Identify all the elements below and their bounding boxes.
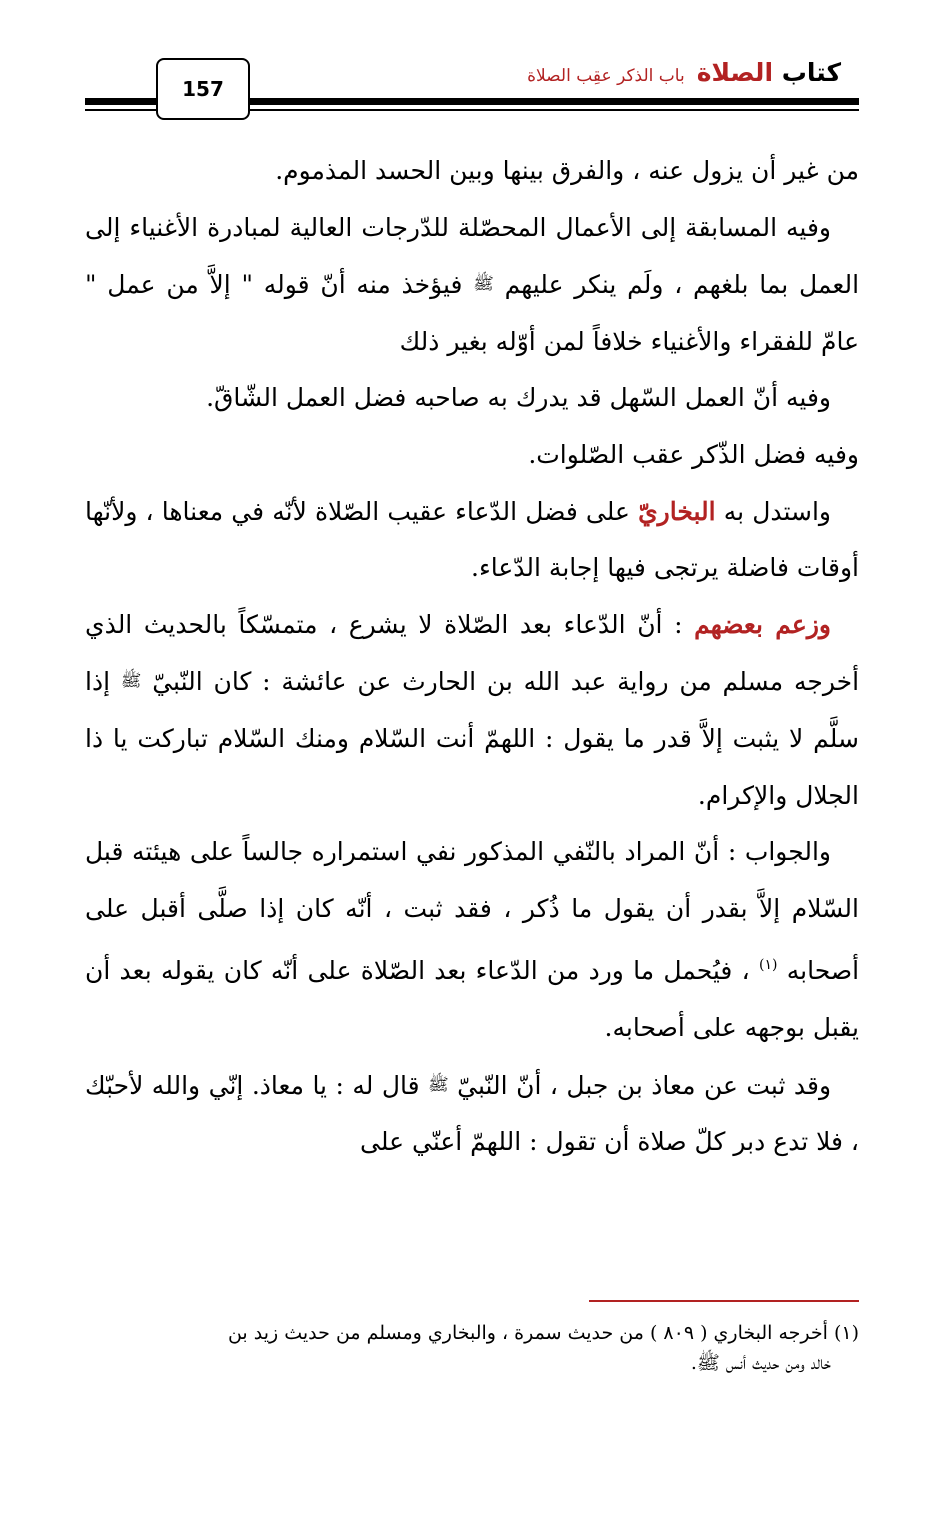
paragraph-4 <box>85 427 859 484</box>
text-line: بالحديث الذي أخرجه مسلم من رواية عبد الله بن الحارث عن عائشة <box>85 609 860 697</box>
text-line: كان يقوله بعد أن يقبل بوجهه على أصحابه. <box>85 956 859 1042</box>
book-title: كتاب الصلاة <box>696 58 841 87</box>
footnote-1-line-1: (١) أخرجه البخاري ( ٨٠٩ ) من حديث سمرة ، والبخاري ومسلم من حديث زيد بن <box>227 1322 859 1344</box>
text-line: عمل " عامّ للفقراء والأغنياء خلافاً لمن أوّله بغير ذلك <box>85 270 859 356</box>
highlight-bukhari: البخاريّ <box>638 496 716 526</box>
footnote-1-line-2: خالد ومن حديث أنس ﷺ. <box>690 1352 831 1374</box>
text-line: معناها ، ولأنّها أوقات فاضلة يرتجى فيها إجابة الدّعاء. <box>85 496 859 583</box>
text-line: وفيه أنّ العمل السّهل قد يدرك به صاحبه فضل العمل الشّاقّ. <box>206 383 831 413</box>
text-line: ، فيُحمل ما ورد من الدّعاء بعد الصّلاة على أنّه <box>270 956 750 986</box>
text-line: وقد ثبت عن معاذ بن جبل ، أنّ النّبيّ <box>457 1070 832 1100</box>
text-line: فيؤخذ منه أنّ قوله " إلاَّ من <box>166 270 463 300</box>
text-line: ومنك السّلام تباركت يا ذا الجلال والإكرام. <box>85 723 859 810</box>
page-number-box <box>156 58 250 120</box>
paragraph-5 <box>85 484 859 597</box>
text-line: على فضل الدّعاء عقيب الصّلاة لأنّه في <box>231 496 630 526</box>
text-line: واستدل به <box>723 496 831 526</box>
text-line: : كان النّبيّ <box>152 667 271 697</box>
paragraph-3 <box>85 370 859 427</box>
text-line: والله لأحبّك ، فلا تدع دبر كلّ صلاة أن تقول : اللهمّ أعنّي على <box>85 1070 859 1157</box>
book-title-accent: الصلاة <box>696 58 774 87</box>
text-line: قبل السّلام إلاَّ بقدر أن يقول ما ذُكر ، فقد ثبت ، أنّه كان إذا صلَّى <box>85 837 859 923</box>
paragraph-7 <box>85 824 859 1056</box>
text-line: أقبل على أصحابه <box>85 893 860 986</box>
salla-symbol: ﷺ <box>428 1074 449 1095</box>
text-line: : أنّ الدّعاء بعد الصّلاة لا يشرع ، متمسّكاً <box>238 609 683 639</box>
text-line: من غير أن يزول عنه ، والفرق بينها وبين الحسد المذموم. <box>275 156 859 185</box>
salla-symbol: ﷺ <box>120 671 142 692</box>
paragraph-8 <box>85 1057 859 1171</box>
text-line: والجواب : أنّ المراد بالنّفي المذكور نفي استمراره جالساً على هيئته <box>132 837 831 867</box>
paragraph-6 <box>85 597 859 824</box>
chapter-title: باب الذكر عقِب الصلاة <box>527 66 685 86</box>
footnotes <box>85 1318 859 1378</box>
footnote-separator <box>589 1300 859 1302</box>
paragraph-2 <box>85 200 859 371</box>
highlight-some-claimed: وزعم بعضهم <box>694 609 831 639</box>
page-number: 157 <box>182 77 224 101</box>
page-body <box>85 143 859 1171</box>
page-header <box>0 0 945 130</box>
text-line: إذا سلَّم لا يثبت إلاَّ قدر ما يقول : اللهمّ أنت السّلام <box>85 667 860 753</box>
footnote-ref-1[interactable]: (١) <box>758 957 778 974</box>
running-head <box>527 58 841 87</box>
text-line: وفيه المسابقة إلى الأعمال المحصّلة للدّرجات العالية لمبادرة الأغنياء <box>129 212 832 242</box>
text-line: قال له : يا معاذ. إنّي <box>208 1070 420 1100</box>
salla-symbol: ﷺ <box>473 274 494 295</box>
paragraph-1 <box>85 143 859 200</box>
text-line: وفيه فضل الذّكر عقب الصّلوات. <box>528 439 859 469</box>
text-line: إلى العمل بما بلغهم ، ولَم ينكر عليهم <box>85 212 860 300</box>
